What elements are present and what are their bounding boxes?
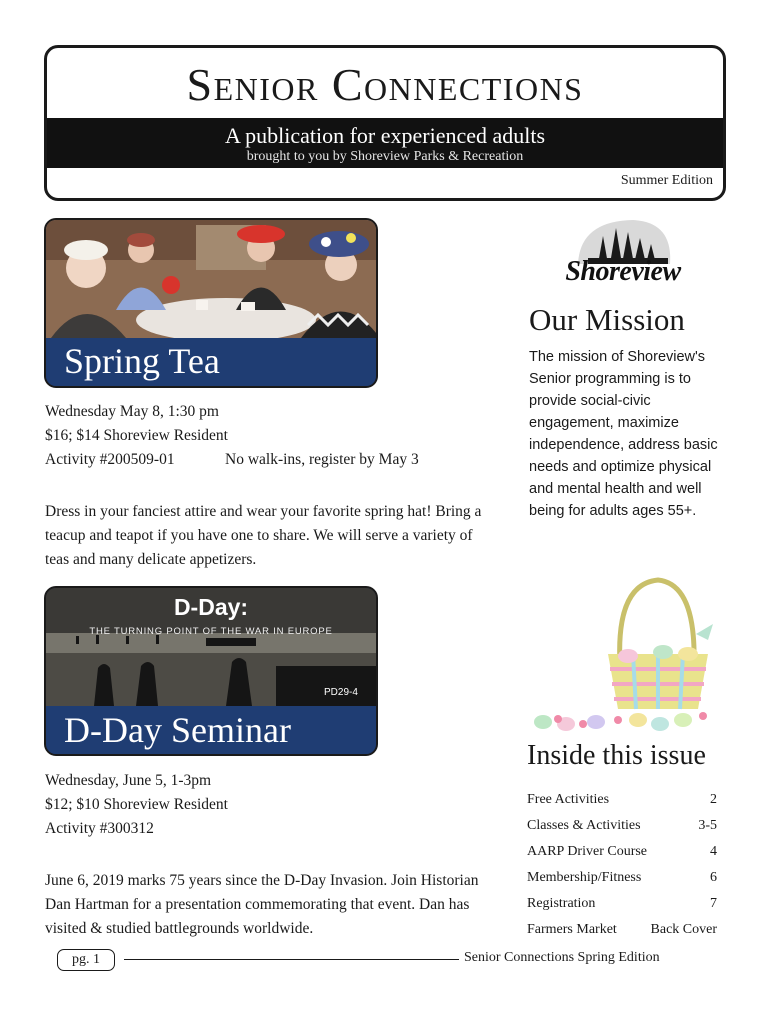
spring-tea-date: Wednesday May 8, 1:30 pm xyxy=(45,403,219,420)
toc-label: Free Activities xyxy=(527,792,610,807)
spring-tea-feature xyxy=(44,218,378,388)
newsletter-byline: brought to you by Shoreview Parks & Recreation xyxy=(246,149,524,164)
spring-tea-note: No walk-ins, register by May 3 xyxy=(225,451,419,468)
toc-label: Classes & Activities xyxy=(527,818,641,833)
dday-details xyxy=(45,769,495,841)
toc-item xyxy=(527,840,717,866)
toc-label: Membership/Fitness xyxy=(527,870,642,885)
dday-image-subtitle: THE TURNING POINT OF THE WAR IN EUROPE xyxy=(89,626,333,637)
dday-boat-caption: PD29-4 xyxy=(324,687,358,698)
masthead-band xyxy=(47,118,723,168)
toc-page: 7 xyxy=(710,896,717,911)
dday-activity: Activity #300312 xyxy=(45,820,154,837)
toc-item xyxy=(527,788,717,814)
inside-issue-heading: Inside this issue xyxy=(527,740,706,771)
toc-label: Registration xyxy=(527,896,596,911)
toc-label: Farmers Market xyxy=(527,922,617,937)
footer-title: Senior Connections Spring Edition xyxy=(464,950,660,965)
toc-item xyxy=(527,918,717,944)
footer-divider xyxy=(124,959,459,960)
dday-price: $12; $10 Shoreview Resident xyxy=(45,796,228,813)
easter-basket-image xyxy=(528,574,728,744)
toc-item xyxy=(527,892,717,918)
toc-label: AARP Driver Course xyxy=(527,844,648,859)
spring-tea-activity-row xyxy=(45,448,495,472)
newsletter-subtitle: A publication for experienced adults xyxy=(224,123,546,148)
spring-tea-banner: Spring Tea xyxy=(46,338,376,388)
spring-tea-description: Dress in your fanciest attire and wear your favorite spring hat! Bring a teacup and teapot if you have one to share. We will serve a variety of teas and many delicate appetizers. xyxy=(45,503,482,568)
toc-page: 4 xyxy=(710,844,717,859)
dday-date: Wednesday, June 5, 1-3pm xyxy=(45,772,212,789)
toc-page: 2 xyxy=(710,792,717,807)
toc-item xyxy=(527,814,717,840)
toc-item xyxy=(527,866,717,892)
toc-page: 3-5 xyxy=(698,818,717,833)
toc-page: 6 xyxy=(710,870,717,885)
shoreview-logo xyxy=(558,216,688,288)
mission-heading: Our Mission xyxy=(529,302,685,337)
page-number: pg. 1 xyxy=(57,949,115,971)
dday-image-title: D-Day: xyxy=(173,594,249,620)
spring-tea-details xyxy=(45,400,495,472)
spring-tea-activity: Activity #200509-01 xyxy=(45,451,175,468)
newsletter-title: Senior Connections xyxy=(186,59,584,110)
toc-page: Back Cover xyxy=(650,922,717,937)
masthead xyxy=(44,45,726,201)
edition-label: Summer Edition xyxy=(620,173,713,188)
spring-tea-price: $16; $14 Shoreview Resident xyxy=(45,427,228,444)
dday-photo xyxy=(46,588,376,706)
easter-basket-icon xyxy=(528,574,728,744)
tea-party-illustration xyxy=(46,220,376,338)
table-of-contents xyxy=(527,788,717,944)
dday-feature xyxy=(44,586,378,756)
dday-banner: D-Day Seminar xyxy=(46,706,376,756)
spring-tea-photo xyxy=(46,220,376,338)
mission-text: The mission of Shoreview's Senior programming is to provide social-civic engagement, maximize independence, address basic needs and optimize physical and mental health and well being for adults ages 55+. xyxy=(529,349,718,519)
logo-text: Shoreview xyxy=(565,256,681,287)
dday-description: June 6, 2019 marks 75 years since the D-Day Invasion. Join Historian Dan Hartman for a presentation commemorating that event. Dan has visited & studied battlegrounds worldwide. xyxy=(45,872,479,937)
